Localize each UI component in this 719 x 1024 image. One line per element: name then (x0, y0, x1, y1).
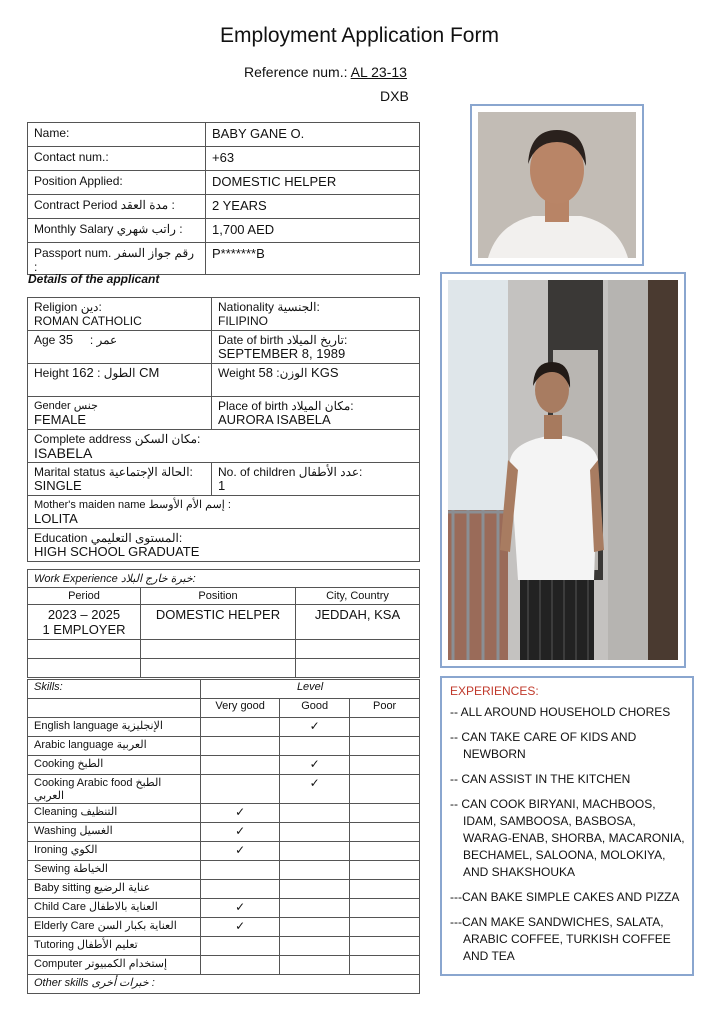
skill-level-cell (201, 718, 280, 737)
pob-cell (212, 397, 420, 430)
weight-value: 58 KGS (258, 365, 339, 380)
work-period-years: 2023 – 2025 (47, 607, 121, 622)
branch-code: DXB (380, 88, 409, 104)
empty-cell (28, 699, 201, 718)
skill-level-cell (280, 861, 350, 880)
skill-label: Sewing الخياطة (28, 861, 201, 880)
religion-label: Religion دين: (34, 300, 102, 314)
empty-cell (28, 659, 141, 678)
skill-row (28, 804, 420, 823)
skill-level-cell (350, 861, 420, 880)
skill-label: English language الإنجليزية (28, 718, 201, 737)
skill-level-cell (201, 737, 280, 756)
skill-level-cell (350, 918, 420, 937)
nationality-value: FILIPINO (218, 314, 269, 328)
skill-level-cell (350, 956, 420, 975)
empty-cell (28, 640, 141, 659)
skill-level-cell (350, 804, 420, 823)
other-skills: Other skills خبرات أخرى : (28, 975, 420, 994)
empty-cell (141, 640, 296, 659)
gender-label: Gender جنس (34, 400, 98, 412)
skill-level-cell (280, 937, 350, 956)
gender-value: FEMALE (34, 412, 87, 427)
skill-level-cell (280, 823, 350, 842)
skill-level-cell (280, 842, 350, 861)
full-body-figure (448, 280, 678, 660)
skill-row (28, 861, 420, 880)
skill-check-mark: ✓ (201, 804, 280, 823)
skill-label: Tutoring تعليم الأطفال (28, 937, 201, 956)
religion-cell (28, 298, 212, 331)
level-very-good: Very good (201, 699, 280, 718)
skill-check-mark: ✓ (201, 899, 280, 918)
skill-row (28, 718, 420, 737)
skill-level-cell (350, 756, 420, 775)
experience-item: ---CAN MAKE SANDWICHES, SALATA, ARABIC COFFEE, TURKISH COFFEE AND TEA (450, 915, 671, 963)
address-cell (28, 430, 420, 463)
skill-level-cell (201, 956, 280, 975)
skill-level-cell (350, 842, 420, 861)
skill-row (28, 823, 420, 842)
age-label: Age عمر : (34, 333, 118, 347)
height-cell (28, 364, 212, 397)
skill-level-cell (201, 861, 280, 880)
address-value: ISABELA (34, 445, 93, 461)
skill-check-mark: ✓ (201, 823, 280, 842)
header-row (28, 195, 420, 219)
skill-level-cell (350, 775, 420, 804)
header-label: Name: (28, 123, 206, 147)
level-good: Good (280, 699, 350, 718)
skill-label: Cooking الطبخ (28, 756, 201, 775)
maiden-label: Mother's maiden name إسم الأم الأوسط : (34, 499, 231, 511)
dob-value: SEPTEMBER 8, 1989 (218, 346, 346, 361)
skill-row (28, 899, 420, 918)
header-value: P*******B (206, 243, 420, 275)
age-cell (28, 331, 212, 364)
header-row (28, 171, 420, 195)
skill-row (28, 880, 420, 899)
marital-label: Marital status الحالة الإجتماعية: (34, 465, 193, 479)
skill-label: Computer إستخدام الكمبيوتر (28, 956, 201, 975)
experience-item: -- CAN ASSIST IN THE KITCHEN (450, 772, 631, 786)
header-label: Passport num. رقم جواز السفر : (28, 243, 206, 275)
skill-level-cell (280, 880, 350, 899)
skills-table (27, 679, 420, 994)
children-value: 1 (218, 478, 226, 493)
form-title: Employment Application Form (220, 24, 499, 47)
empty-cell (296, 659, 420, 678)
skill-label: Cleaning التنظيف (28, 804, 201, 823)
experience-item: -- CAN TAKE CARE OF KIDS AND NEWBORN (450, 730, 637, 761)
skill-level-cell (350, 823, 420, 842)
skill-level-cell (280, 804, 350, 823)
header-row (28, 147, 420, 171)
work-period (28, 605, 141, 640)
maiden-cell (28, 496, 420, 529)
weight-label: Weight الوزن: (218, 366, 308, 380)
header-label: Monthly Salary راتب شهري : (28, 219, 206, 243)
skill-level-cell (201, 880, 280, 899)
skill-label: Ironing الكوي (28, 842, 201, 861)
header-row (28, 243, 420, 275)
header-value: 1,700 AED (206, 219, 420, 243)
marital-value: SINGLE (34, 478, 82, 493)
skill-check-mark: ✓ (201, 918, 280, 937)
pob-value: AURORA ISABELA (218, 412, 331, 427)
skill-label: Washing الغسيل (28, 823, 201, 842)
reference-number: AL 23-13 (350, 64, 407, 80)
skill-level-cell (280, 899, 350, 918)
header-value: +63 (206, 147, 420, 171)
skill-row (28, 937, 420, 956)
header-info-body (28, 123, 420, 275)
work-position: DOMESTIC HELPER (141, 605, 296, 640)
children-cell (212, 463, 420, 496)
work-col-position: Position (141, 588, 296, 605)
skill-label: Cooking Arabic food الطبخ العربي (28, 775, 201, 804)
education-label: Education المستوى التعليمي: (34, 531, 183, 545)
header-row (28, 219, 420, 243)
skill-level-cell (201, 937, 280, 956)
skill-label: Baby sitting عناية الرضيع (28, 880, 201, 899)
children-label: No. of children عدد الأطفال: (218, 465, 363, 479)
age-value: 35 (58, 332, 74, 347)
skill-row (28, 842, 420, 861)
experience-item: -- CAN COOK BIRYANI, MACHBOOS, IDAM, SAMBOOSA, BASBOSA, WARAG-ENAB, SHORBA, MACARONIA, BECHAMEL, SALOONA, MOLOKIYA, AND SHAKSHOUKA (450, 797, 685, 879)
experiences-list (442, 704, 692, 965)
skill-level-cell (201, 775, 280, 804)
portrait-figure (478, 112, 636, 258)
reference-label: Reference num.: (244, 64, 348, 80)
skill-row (28, 775, 420, 804)
nationality-cell (212, 298, 420, 331)
work-period-employers: 1 EMPLOYER (42, 622, 126, 637)
skill-row (28, 756, 420, 775)
skill-level-cell (350, 899, 420, 918)
skill-level-cell (350, 937, 420, 956)
work-city: JEDDAH, KSA (296, 605, 420, 640)
skill-check-mark: ✓ (280, 718, 350, 737)
skill-level-cell (201, 756, 280, 775)
dob-label: Date of birth تاريخ الميلاد: (218, 333, 348, 347)
height-label: Height الطول : (34, 366, 136, 380)
empty-cell (296, 640, 420, 659)
pob-label: Place of birth مكان الميلاد: (218, 399, 354, 413)
portrait-photo (470, 104, 644, 266)
nationality-label: Nationality الجنسية: (218, 300, 320, 314)
education-cell (28, 529, 420, 562)
skill-row (28, 956, 420, 975)
work-experience-table (27, 569, 420, 678)
education-value: HIGH SCHOOL GRADUATE (34, 544, 200, 559)
skill-level-cell (350, 737, 420, 756)
skill-label: Elderly Care العناية بكبار السن (28, 918, 201, 937)
skills-body (28, 718, 420, 975)
experience-item: -- ALL AROUND HOUSEHOLD CHORES (450, 705, 671, 719)
details-table (27, 297, 420, 562)
header-label: Contract Period مدة العقد : (28, 195, 206, 219)
full-body-image (448, 280, 678, 660)
skill-level-cell (280, 956, 350, 975)
experiences-heading: EXPERIENCES: (450, 684, 539, 698)
gender-cell (28, 397, 212, 430)
maiden-value: LOLITA (34, 511, 78, 526)
marital-cell (28, 463, 212, 496)
address-label: Complete address مكان السكن: (34, 432, 201, 446)
skill-check-mark: ✓ (280, 756, 350, 775)
portrait-image (478, 112, 636, 258)
level-poor: Poor (350, 699, 420, 718)
skill-level-cell (350, 880, 420, 899)
religion-value: ROMAN CATHOLIC (34, 314, 142, 328)
header-value: BABY GANE O. (206, 123, 420, 147)
skill-check-mark: ✓ (280, 775, 350, 804)
skill-level-cell (280, 737, 350, 756)
skill-label: Arabic language العربية (28, 737, 201, 756)
skills-heading: Skills: (28, 680, 201, 699)
details-heading: Details of the applicant (28, 272, 160, 286)
weight-cell (212, 364, 420, 397)
empty-cell (141, 659, 296, 678)
skill-row (28, 737, 420, 756)
header-info-table (27, 122, 420, 275)
header-label: Position Applied: (28, 171, 206, 195)
skill-row (28, 918, 420, 937)
reference-line (244, 64, 407, 80)
full-body-photo (440, 272, 686, 668)
header-label: Contact num.: (28, 147, 206, 171)
header-value: 2 YEARS (206, 195, 420, 219)
experience-item: ---CAN BAKE SIMPLE CAKES AND PIZZA (450, 890, 680, 904)
skill-check-mark: ✓ (201, 842, 280, 861)
skill-level-cell (350, 718, 420, 737)
skill-level-cell (280, 918, 350, 937)
work-col-city: City, Country (296, 588, 420, 605)
level-heading: Level (201, 680, 420, 699)
height-value: 162 CM (72, 365, 160, 380)
skill-label: Child Care العناية بالاطفال (28, 899, 201, 918)
header-value: DOMESTIC HELPER (206, 171, 420, 195)
experiences-box (440, 676, 694, 976)
header-row (28, 123, 420, 147)
work-heading: Work Experience خبرة خارج البلاد: (28, 570, 420, 588)
work-col-period: Period (28, 588, 141, 605)
dob-cell (212, 331, 420, 364)
